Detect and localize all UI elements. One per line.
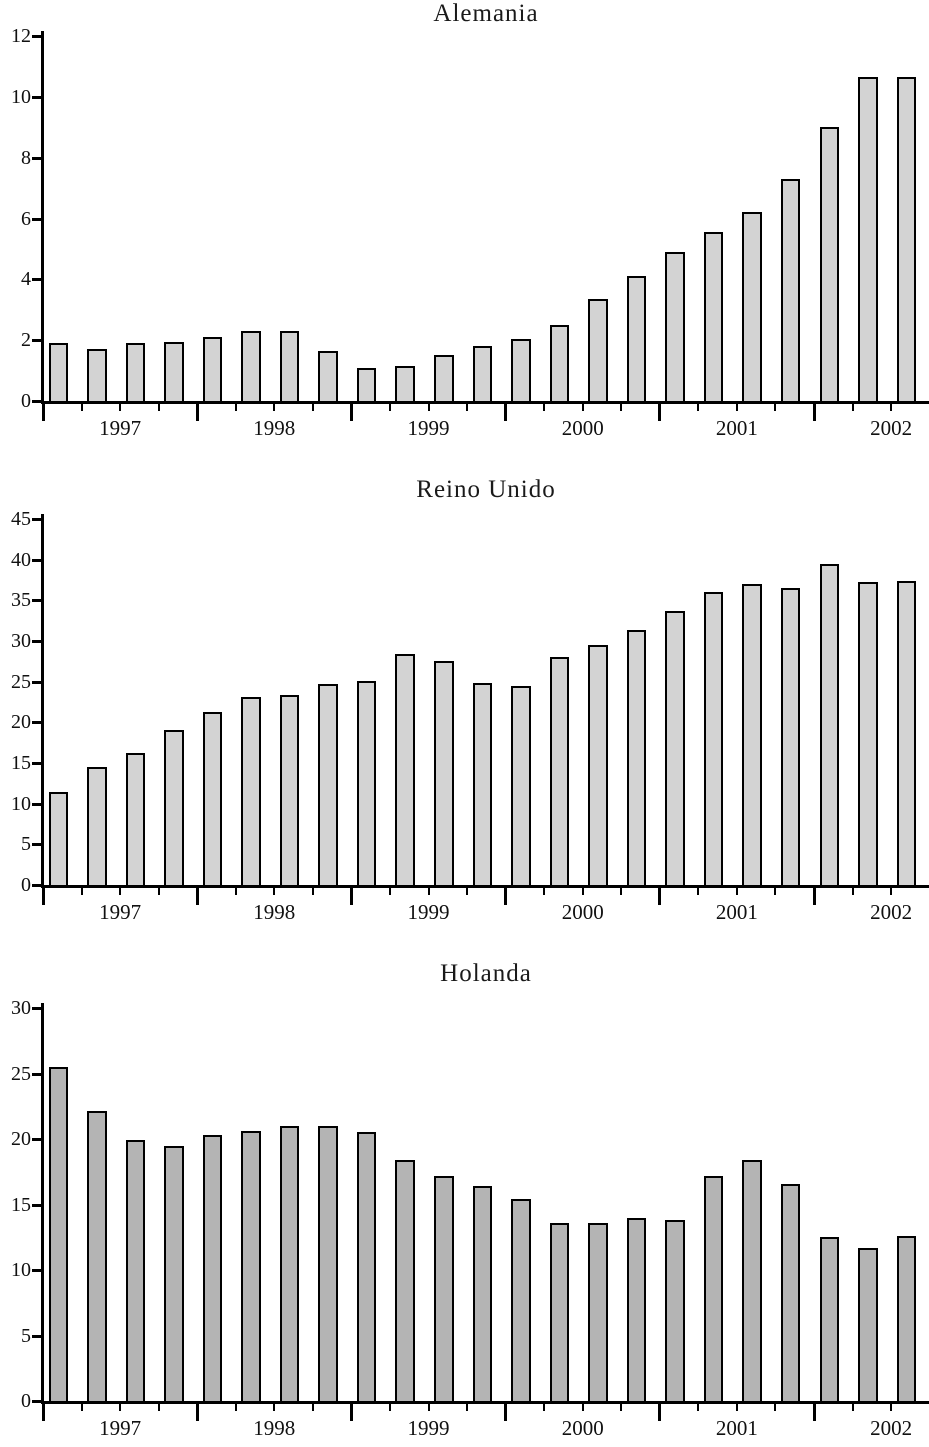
- bar-1997Q2: [87, 349, 107, 401]
- x-tick-minor: [428, 885, 430, 895]
- bar-1999Q3: [434, 1176, 454, 1401]
- bar-2002Q1: [820, 564, 840, 885]
- bar-2001Q1: [665, 611, 685, 885]
- bar-1999Q1: [357, 368, 377, 401]
- y-tick-label: 45: [11, 508, 31, 530]
- bar-2001Q2: [704, 1176, 724, 1401]
- bar-1998Q4: [318, 1126, 338, 1401]
- bar-1999Q1: [357, 1132, 377, 1401]
- y-tick-label: 5: [21, 1324, 31, 1347]
- y-tick: [32, 762, 41, 765]
- y-tick-label: 25: [11, 1062, 31, 1085]
- y-tick-label: 30: [11, 630, 31, 652]
- x-tick-minor: [235, 885, 237, 895]
- y-tick: [32, 1007, 41, 1010]
- bar-2000Q3: [588, 1223, 608, 1401]
- y-tick-label: 5: [21, 833, 31, 856]
- y-tick-label: 2: [21, 329, 31, 352]
- x-tick-minor: [620, 401, 622, 411]
- x-axis: [41, 401, 929, 404]
- x-tick-minor: [119, 885, 121, 895]
- x-tick-minor: [81, 401, 83, 411]
- bar-2002Q2: [858, 77, 878, 401]
- bar-2002Q2: [858, 582, 878, 885]
- x-tick-minor: [774, 1401, 776, 1411]
- x-tick-minor: [273, 1401, 275, 1411]
- x-tick-minor: [273, 401, 275, 411]
- x-tick-minor: [158, 885, 160, 895]
- chart-title-reino-unido: Reino Unido: [416, 476, 556, 503]
- bar-2002Q3: [897, 581, 917, 885]
- bar-2002Q3: [897, 1236, 917, 1401]
- x-tick-minor: [543, 1401, 545, 1411]
- bar-1999Q4: [473, 683, 493, 885]
- x-tick-major: [658, 885, 661, 905]
- y-tick-label: 4: [21, 268, 31, 291]
- x-tick-major: [658, 1401, 661, 1421]
- x-tick-major: [813, 401, 816, 421]
- x-tick-minor: [466, 401, 468, 411]
- bar-1998Q2: [241, 697, 261, 885]
- y-tick: [32, 96, 41, 99]
- x-tick-minor: [852, 401, 854, 411]
- y-tick-label: 8: [21, 146, 31, 169]
- bar-2000Q4: [627, 1218, 647, 1401]
- bar-1997Q1: [49, 792, 69, 885]
- x-tick-minor: [890, 885, 892, 895]
- y-tick: [32, 721, 41, 724]
- x-tick-minor: [81, 1401, 83, 1411]
- y-tick: [32, 339, 41, 342]
- x-tick-minor: [774, 885, 776, 895]
- y-tick: [32, 1138, 41, 1141]
- x-tick-major: [504, 1401, 507, 1421]
- bar-2001Q1: [665, 252, 685, 401]
- bar-2001Q3: [742, 584, 762, 885]
- bar-1997Q2: [87, 767, 107, 885]
- bar-1999Q2: [395, 654, 415, 885]
- x-tick-minor: [620, 1401, 622, 1411]
- x-tick-minor: [428, 401, 430, 411]
- bar-2002Q1: [820, 127, 840, 401]
- y-tick: [32, 518, 41, 521]
- y-tick-label: 15: [11, 1193, 31, 1216]
- y-tick: [32, 843, 41, 846]
- y-tick-label: 10: [11, 792, 31, 815]
- x-tick-minor: [543, 401, 545, 411]
- bar-1997Q1: [49, 343, 69, 401]
- y-tick-label: 20: [11, 711, 31, 734]
- bar-2000Q1: [511, 686, 531, 885]
- bar-2000Q2: [550, 1223, 570, 1401]
- x-tick-minor: [620, 885, 622, 895]
- y-tick-label: 30: [11, 997, 31, 1019]
- bar-2000Q4: [627, 630, 647, 885]
- x-tick-major: [504, 401, 507, 421]
- x-tick-major: [196, 1401, 199, 1421]
- y-tick: [32, 1073, 41, 1076]
- x-year-label: 1997: [99, 900, 142, 924]
- bar-1998Q4: [318, 684, 338, 885]
- bar-1998Q3: [280, 695, 300, 885]
- x-tick-minor: [736, 885, 738, 895]
- bar-2001Q2: [704, 592, 724, 885]
- y-tick-label: 6: [21, 207, 31, 230]
- bar-1998Q1: [203, 712, 223, 885]
- y-tick: [32, 681, 41, 684]
- x-tick-minor: [119, 401, 121, 411]
- bar-1997Q4: [164, 1146, 184, 1401]
- x-tick-minor: [158, 1401, 160, 1411]
- x-tick-minor: [235, 1401, 237, 1411]
- bar-1999Q2: [395, 1160, 415, 1401]
- bar-1998Q2: [241, 331, 261, 401]
- bar-2000Q3: [588, 299, 608, 401]
- y-axis: [41, 514, 44, 885]
- x-year-label: 2000: [561, 900, 604, 924]
- bar-2001Q4: [781, 179, 801, 401]
- bar-1998Q2: [241, 1131, 261, 1401]
- x-year-label: 1997: [99, 416, 142, 440]
- x-tick-minor: [697, 1401, 699, 1411]
- x-tick-minor: [890, 401, 892, 411]
- x-tick-major: [658, 401, 661, 421]
- bar-1999Q2: [395, 366, 415, 401]
- y-tick-label: 12: [11, 25, 31, 47]
- y-tick: [32, 157, 41, 160]
- x-tick-minor: [736, 1401, 738, 1411]
- x-year-label: 1998: [253, 416, 296, 440]
- x-tick-minor: [736, 401, 738, 411]
- x-tick-major: [42, 885, 45, 905]
- x-tick-major: [196, 885, 199, 905]
- x-tick-major: [813, 1401, 816, 1421]
- y-tick: [32, 640, 41, 643]
- bar-2001Q4: [781, 588, 801, 885]
- y-tick: [32, 278, 41, 281]
- x-tick-major: [350, 401, 353, 421]
- x-year-label: 1997: [99, 1416, 142, 1440]
- y-tick-label: 0: [21, 1390, 31, 1412]
- bar-2001Q1: [665, 1220, 685, 1401]
- x-tick-minor: [582, 1401, 584, 1411]
- bar-2002Q3: [897, 77, 917, 401]
- x-tick-minor: [235, 401, 237, 411]
- bar-1997Q4: [164, 342, 184, 401]
- bar-1999Q3: [434, 355, 454, 401]
- bar-1998Q3: [280, 331, 300, 401]
- x-tick-minor: [312, 401, 314, 411]
- y-tick-label: 0: [21, 874, 31, 896]
- x-year-label: 1999: [407, 416, 450, 440]
- x-tick-minor: [852, 1401, 854, 1411]
- x-year-label: 2001: [715, 1416, 758, 1440]
- x-tick-minor: [81, 885, 83, 895]
- y-tick: [32, 559, 41, 562]
- x-year-label: 1999: [407, 900, 450, 924]
- bar-2000Q1: [511, 339, 531, 401]
- x-tick-minor: [466, 885, 468, 895]
- x-year-label: 1999: [407, 1416, 450, 1440]
- x-tick-minor: [582, 885, 584, 895]
- bar-1998Q1: [203, 337, 223, 401]
- chart-title-holanda: Holanda: [440, 960, 532, 987]
- bar-1997Q4: [164, 730, 184, 885]
- y-tick: [32, 1335, 41, 1338]
- x-tick-minor: [389, 1401, 391, 1411]
- x-tick-major: [42, 1401, 45, 1421]
- bar-1998Q4: [318, 351, 338, 401]
- x-tick-major: [196, 401, 199, 421]
- x-tick-minor: [119, 1401, 121, 1411]
- x-tick-minor: [312, 885, 314, 895]
- bar-2000Q2: [550, 325, 570, 401]
- y-tick: [32, 400, 41, 403]
- bar-1997Q1: [49, 1067, 69, 1401]
- x-axis: [41, 1401, 929, 1404]
- x-tick-major: [42, 401, 45, 421]
- bar-1999Q3: [434, 661, 454, 885]
- bar-1999Q4: [473, 1186, 493, 1401]
- x-tick-minor: [312, 1401, 314, 1411]
- y-tick-label: 15: [11, 752, 31, 774]
- chart-title-alemania: Alemania: [433, 0, 539, 27]
- bar-1997Q2: [87, 1111, 107, 1401]
- bar-2001Q2: [704, 232, 724, 401]
- y-tick-label: 25: [11, 670, 31, 693]
- x-year-label: 1998: [253, 900, 296, 924]
- bar-1997Q3: [126, 753, 146, 885]
- x-year-label: 2001: [715, 900, 758, 924]
- bar-1997Q3: [126, 343, 146, 401]
- x-year-label: 2002: [870, 416, 913, 440]
- y-tick: [32, 1400, 41, 1403]
- bar-2002Q1: [820, 1237, 840, 1401]
- x-tick-minor: [774, 401, 776, 411]
- y-tick-label: 40: [11, 548, 31, 571]
- bar-1999Q4: [473, 346, 493, 401]
- y-tick: [32, 884, 41, 887]
- x-tick-minor: [697, 401, 699, 411]
- x-tick-minor: [389, 401, 391, 411]
- x-tick-minor: [428, 1401, 430, 1411]
- bar-2000Q1: [511, 1199, 531, 1401]
- x-tick-minor: [890, 1401, 892, 1411]
- y-tick-label: 10: [11, 1259, 31, 1281]
- y-tick-label: 10: [11, 85, 31, 108]
- x-tick-minor: [582, 401, 584, 411]
- y-tick: [32, 803, 41, 806]
- bar-2000Q2: [550, 657, 570, 885]
- y-tick: [32, 1269, 41, 1272]
- y-tick: [32, 218, 41, 221]
- x-tick-minor: [389, 885, 391, 895]
- x-tick-minor: [543, 885, 545, 895]
- y-tick-label: 0: [21, 390, 31, 412]
- x-tick-minor: [697, 885, 699, 895]
- bar-1997Q3: [126, 1140, 146, 1401]
- y-tick: [32, 1204, 41, 1207]
- bar-2000Q3: [588, 645, 608, 885]
- x-tick-major: [350, 885, 353, 905]
- y-tick-label: 20: [11, 1128, 31, 1150]
- x-tick-minor: [273, 885, 275, 895]
- y-axis: [41, 31, 44, 401]
- bar-1999Q1: [357, 681, 377, 885]
- bar-2000Q4: [627, 276, 647, 401]
- x-tick-major: [350, 1401, 353, 1421]
- y-axis: [41, 1003, 44, 1401]
- x-year-label: 2001: [715, 416, 758, 440]
- bar-2001Q4: [781, 1184, 801, 1401]
- x-tick-major: [813, 885, 816, 905]
- x-year-label: 2000: [561, 1416, 604, 1440]
- x-year-label: 2002: [870, 1416, 913, 1440]
- x-tick-minor: [852, 885, 854, 895]
- bar-1998Q3: [280, 1126, 300, 1401]
- y-tick-label: 35: [11, 589, 31, 612]
- x-axis: [41, 885, 929, 888]
- x-tick-minor: [158, 401, 160, 411]
- bar-1998Q1: [203, 1135, 223, 1401]
- x-year-label: 2000: [561, 416, 604, 440]
- y-tick: [32, 599, 41, 602]
- x-year-label: 2002: [870, 900, 913, 924]
- x-year-label: 1998: [253, 1416, 296, 1440]
- bar-2002Q2: [858, 1248, 878, 1401]
- bar-2001Q3: [742, 212, 762, 401]
- x-tick-major: [504, 885, 507, 905]
- x-tick-minor: [466, 1401, 468, 1411]
- y-tick: [32, 35, 41, 38]
- bar-2001Q3: [742, 1160, 762, 1401]
